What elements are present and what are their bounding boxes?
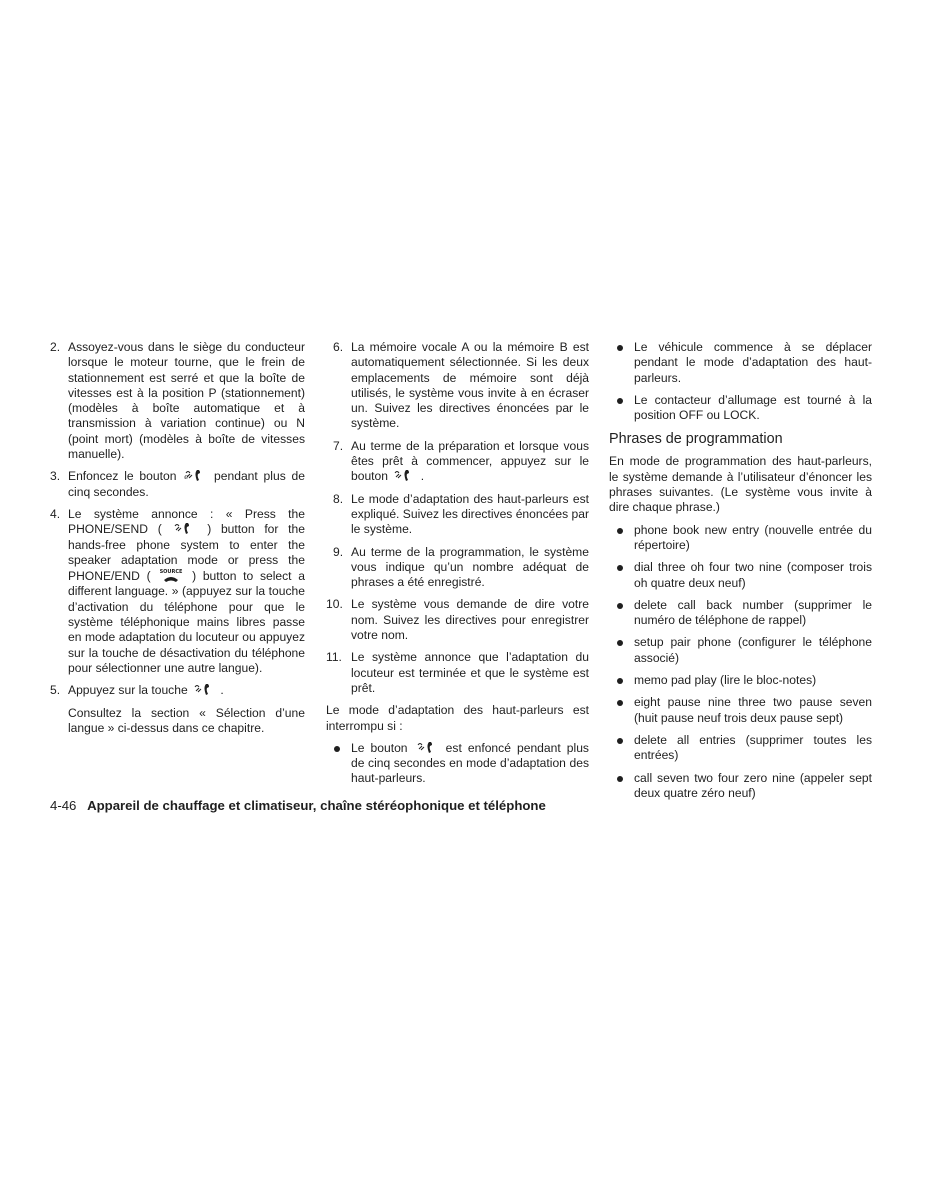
phrase-text: delete all entries (supprimer toutes les entrées): [634, 732, 872, 763]
phone-send-icon: [416, 741, 438, 754]
step-text: Assoyez-vous dans le siège du conducteur lorsque le moteur tourne, que le frein de stationnement est serré et que la boîte de vitesses est à la position P (stationnement) (modèles à boîte automatique et à transmission à variation continue) ou N (point mort) (modèles à boîte de vitesses manuelle).: [68, 340, 305, 462]
step-text: Au terme de la programmation, le système vous indique qu’un nombre adéquat de phrases a été enregistré.: [351, 544, 589, 590]
step-number: 9.: [333, 544, 344, 559]
step-6: [326, 340, 589, 432]
phrase-item: [609, 771, 872, 802]
step-2: [50, 340, 305, 462]
bullet-dot: [617, 398, 623, 404]
phrase-text: setup pair phone (configurer le téléphone associé): [634, 635, 872, 665]
bullet-dot: [334, 746, 340, 752]
phone-send-icon: [173, 522, 195, 535]
phrase-item: [609, 695, 872, 726]
step-8: [326, 492, 589, 538]
step-text-after: pendant plus de cinq secondes.: [68, 469, 305, 499]
column-middle: [326, 340, 589, 794]
phone-end-source-icon: [158, 568, 184, 583]
language-note: Consultez la section « Sélection d’une langue » ci-dessus dans ce chapitre.: [68, 705, 305, 735]
bullet-dot: [617, 738, 623, 744]
interrupt-bullet: [326, 741, 589, 787]
step-text-before: Au terme de la préparation et lorsque vous êtes prêt à commencer, appuyez sur le bouton: [351, 438, 589, 484]
bullet-dot: [617, 776, 623, 782]
step-9: [326, 545, 589, 591]
step-number: 7.: [333, 438, 344, 453]
interrupt-intro: Le mode d’adaptation des haut-parleurs est interrompu si :: [326, 703, 589, 733]
section-intro: En mode de programmation des haut-parleurs, le système demande à l’utilisateur d’énoncer les phrases suivantes. (Le système vous invite à dire chaque phrase.): [609, 454, 872, 515]
phrase-item: [609, 598, 872, 629]
step-number: 4.: [50, 506, 61, 521]
phrase-item: [609, 733, 872, 764]
phrase-text: memo pad play (lire le bloc-notes): [634, 673, 817, 688]
step-text-b: ) button for the hands-free phone system to enter the speaker adaptation mode or press the PHONE/END (: [68, 522, 305, 584]
phrase-text: dial three oh four two nine (composer trois oh quatre deux neuf): [634, 560, 872, 590]
step-7: [326, 439, 589, 485]
interrupt-bullet: [609, 340, 872, 386]
step-text: Le mode d’adaptation des haut-parleurs est expliqué. Suivez les directives énoncées par le système.: [351, 491, 589, 537]
phrase-text: phone book new entry (nouvelle entrée du répertoire): [634, 522, 872, 552]
svg-text:ⅇ: ⅇ: [184, 473, 189, 482]
phrase-item: [609, 560, 872, 591]
phone-send-icon: [184, 469, 206, 482]
step-11: [326, 650, 589, 696]
bullet-text-before: Le bouton: [351, 740, 408, 755]
step-4: [50, 507, 305, 676]
step-5: [50, 683, 305, 698]
bullet-text: Le contacteur d’allumage est tourné à la position OFF ou LOCK.: [634, 392, 872, 423]
chapter-title: Appareil de chauffage et climatiseur, chaîne stéréophonique et téléphone: [87, 798, 546, 813]
step-text-after: .: [220, 683, 224, 698]
column-left: [50, 340, 305, 743]
bullet-dot: [617, 565, 623, 571]
step-3: [50, 469, 305, 500]
phrase-item: [609, 523, 872, 554]
section-heading: Phrases de programmation: [609, 431, 783, 448]
step-10: [326, 597, 589, 643]
step-text: La mémoire vocale A ou la mémoire B est automatiquement sélectionnée. Si les deux emplacements de mémoire sont déjà utilisés, le système vous invite à en écraser un. Suivez les directives énoncées par le système.: [351, 340, 589, 431]
phone-send-icon: [193, 683, 215, 696]
step-number: 6.: [333, 340, 344, 354]
bullet-dot: [617, 700, 623, 706]
step-number: 8.: [333, 491, 344, 506]
bullet-text-after: est enfoncé pendant plus de cinq secondes en mode d’adaptation des haut-parleurs.: [351, 740, 589, 786]
bullet-dot: [617, 603, 623, 609]
step-number: 11.: [326, 650, 342, 665]
phrase-item: [609, 635, 872, 666]
step-text-after: .: [420, 469, 425, 484]
bullet-dot: [617, 528, 623, 534]
interrupt-bullet: [609, 393, 872, 424]
step-text: Le système annonce que l’adaptation du locuteur est terminée et que le système est prêt.: [351, 650, 589, 695]
bullet-dot: [617, 678, 623, 684]
phrase-item: [609, 673, 872, 688]
phrase-text: eight pause nine three two pause seven (huit pause neuf trois deux pause sept): [634, 695, 872, 725]
page-footer: [50, 798, 546, 813]
step-number: 5.: [50, 683, 61, 698]
page-number: 4-46: [50, 798, 77, 813]
bullet-text: Le véhicule commence à se déplacer pendant le mode d’adaptation des haut-parleurs.: [634, 340, 872, 385]
step-text: Le système vous demande de dire votre nom. Suivez les directives pour enregistrer votre nom.: [351, 597, 589, 643]
step-text-before: Enfoncez le bouton: [68, 469, 177, 484]
phone-send-icon: [393, 469, 415, 482]
phrase-text: delete call back number (supprimer le numéro de téléphone de rappel): [634, 597, 872, 628]
step-number: 3.: [50, 469, 61, 484]
source-label: SOURCE: [159, 569, 183, 576]
step-text-c: ) button to select a different language. » (appuyez sur la touche d’activation du téléphone pour que le système téléphonique mains libres passe en mode adaptation du locuteur ou appuyez sur la touche de désactivation du téléphone pour sélectionner une autre langue).: [68, 569, 305, 675]
phrase-text: call seven two four zero nine (appeler sept deux quatre zéro neuf): [634, 770, 872, 800]
column-right: [609, 340, 872, 808]
step-text-a: Le système annonce : « Press the PHONE/SEND (: [68, 506, 305, 537]
step-number: 2.: [50, 340, 61, 354]
bullet-dot: [617, 640, 623, 646]
step-text-before: Appuyez sur la touche: [68, 683, 188, 698]
step-number: 10.: [326, 597, 343, 612]
bullet-dot: [617, 345, 623, 351]
